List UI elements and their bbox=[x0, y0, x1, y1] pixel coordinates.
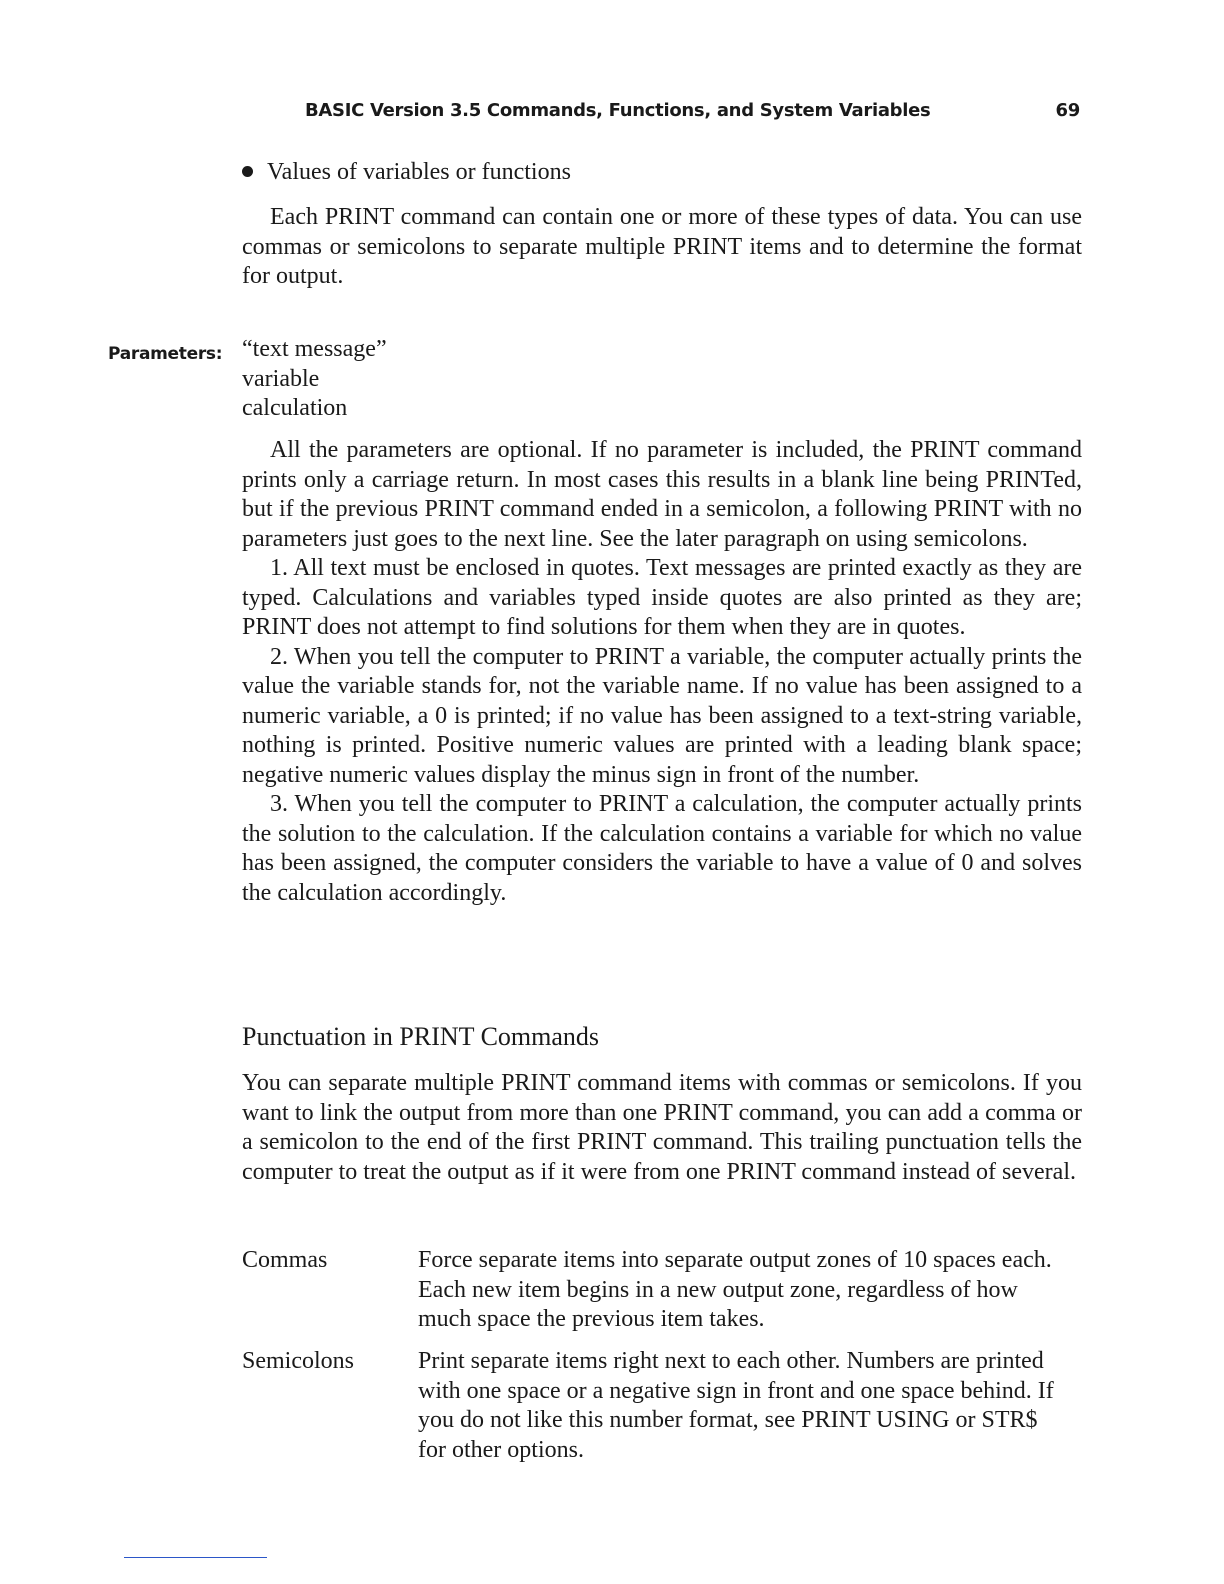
definition-term: Semicolons bbox=[242, 1348, 354, 1374]
parameters-list bbox=[242, 335, 387, 424]
parameter-description bbox=[242, 436, 1082, 908]
parameter-note-1: 1. All text must be enclosed in quotes. Text messages are printed exactly as they are typed. Calculations and variables typed inside quotes are also printed as they are; PRINT does not attempt to find solutions for them when they are in quotes. bbox=[242, 555, 1082, 640]
parameters-label: Parameters: bbox=[108, 344, 223, 364]
bullet-text: Values of variables or functions bbox=[267, 159, 571, 185]
bullet-item bbox=[242, 157, 571, 187]
parameter-note-2: 2. When you tell the computer to PRINT a variable, the computer actually prints the value the variable stands for, not the variable name. If no value has been assigned to a numeric variable, a 0 is printed; if no value has been assigned to a text-string variable, nothing is printed. Positive numeric values are printed with a leading blank space; negative numeric values display the minus sign in front of the number. bbox=[242, 643, 1082, 788]
running-head-title: BASIC Version 3.5 Commands, Functions, and System Variables bbox=[305, 100, 931, 121]
section-heading: Punctuation in PRINT Commands bbox=[242, 1022, 600, 1051]
running-head bbox=[305, 100, 1080, 121]
page-number: 69 bbox=[1055, 100, 1080, 121]
section-paragraph: You can separate multiple PRINT command items with commas or semicolons. If you want to link the output from more than one PRINT command, you can add a comma or a semicolon to the end of the first PRINT command. This trailing punctuation tells the computer to treat the output as if it were from one PRINT command instead of several. bbox=[242, 1070, 1082, 1185]
parameter-item: “text message” bbox=[242, 336, 387, 362]
definition-term: Commas bbox=[242, 1247, 328, 1273]
bullet-dot-icon bbox=[242, 166, 253, 177]
footer-rule bbox=[124, 1557, 267, 1558]
definition-description: Force separate items into separate output zones of 10 spaces each. Each new item begins in a new output zone, regardless of how much space the previous item takes. bbox=[418, 1247, 1052, 1332]
definition-description: Print separate items right next to each other. Numbers are printed with one space or a negative sign in front and one space behind. If you do not like this number format, see PRINT USING or STR$ for other options. bbox=[418, 1348, 1054, 1463]
intro-paragraph: Each PRINT command can contain one or more of these types of data. You can use commas or semicolons to separate multiple PRINT items and to determine the format for output. bbox=[242, 204, 1082, 289]
parameter-item: calculation bbox=[242, 395, 348, 421]
parameter-paragraph: All the parameters are optional. If no parameter is included, the PRINT command prints only a carriage return. In most cases this results in a blank line being PRINTed, but if the previous PRINT command ended in a semicolon, a following PRINT with no parameters just goes to the next line. See the later paragraph on using semicolons. bbox=[242, 437, 1082, 552]
parameter-note-3: 3. When you tell the computer to PRINT a calculation, the computer actually prints the solution to the calculation. If the calculation contains a variable for which no value has been assigned, the computer considers the variable to have a value of 0 and solves the calculation accordingly. bbox=[242, 791, 1082, 906]
parameter-item: variable bbox=[242, 365, 320, 392]
